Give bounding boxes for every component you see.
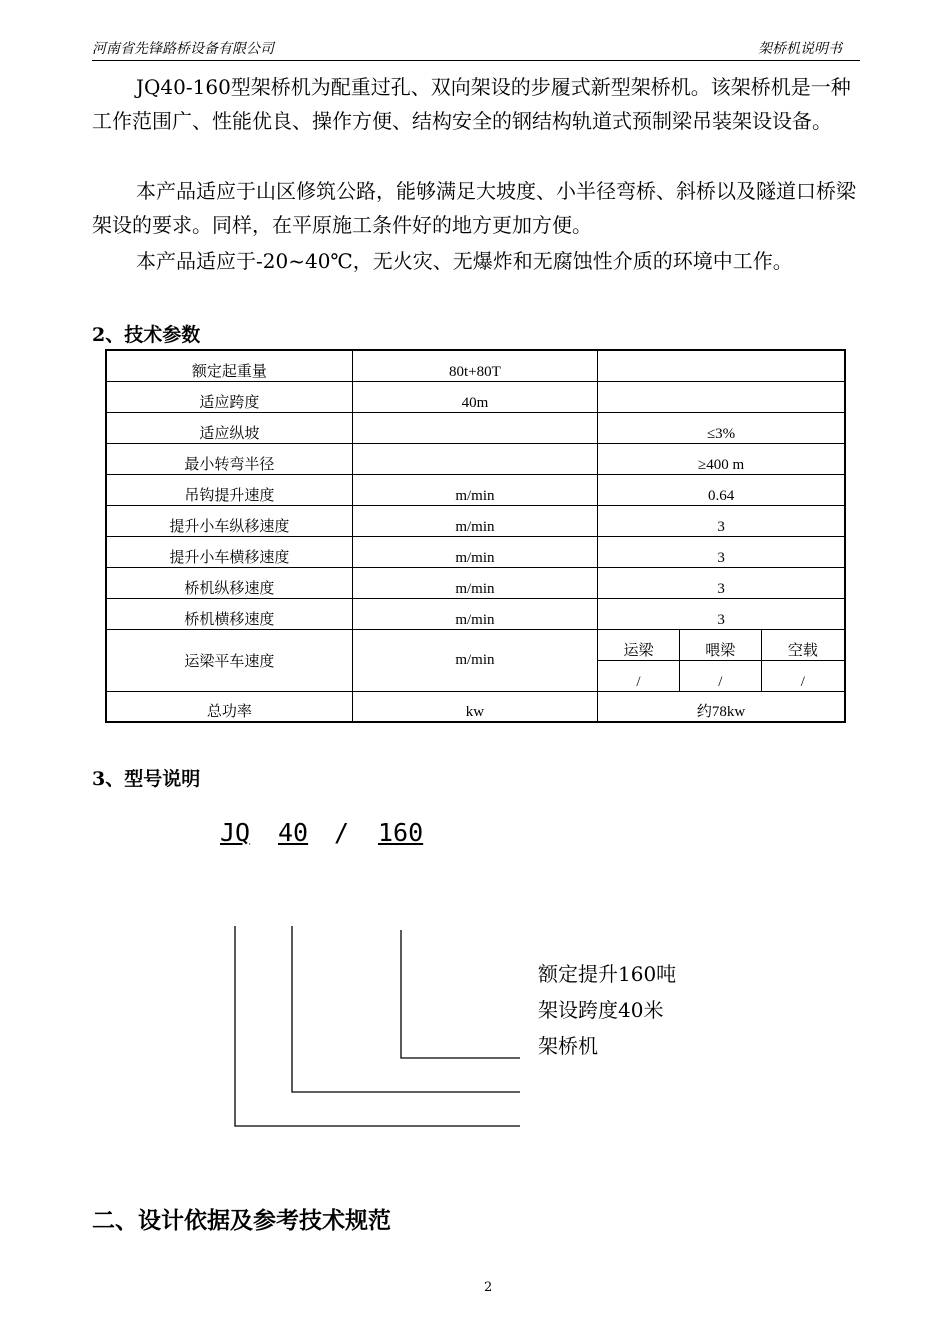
carriage-sub-header: 喂梁	[679, 629, 761, 660]
param-value-cell: 3	[598, 505, 845, 536]
param-value-cell: ≤3%	[598, 412, 845, 443]
table-row	[106, 505, 845, 536]
tech-params-table	[105, 349, 846, 723]
header-doc-title: 架桥机说明书	[758, 41, 842, 57]
model-label-span: 架设跨度40米	[538, 998, 664, 1022]
carriage-sub-value: /	[761, 660, 845, 691]
table-row	[106, 474, 845, 505]
param-value-cell: 约78kw	[598, 691, 845, 722]
table-row	[106, 691, 845, 722]
model-separator: /	[334, 818, 350, 847]
carriage-sub-header: 运梁	[598, 629, 680, 660]
param-unit-cell: 40m	[352, 381, 597, 412]
section-two-title: 二、设计依据及参考技术规范	[92, 1207, 391, 1234]
param-name-cell: 总功率	[106, 691, 352, 722]
param-unit-cell: m/min	[352, 567, 597, 598]
table-row	[106, 381, 845, 412]
param-unit-cell: m/min	[352, 474, 597, 505]
model-callout-diagram	[230, 920, 530, 1132]
model-span: 40	[278, 818, 309, 847]
param-unit-cell: m/min	[352, 505, 597, 536]
header-company: 河南省先锋路桥设备有限公司	[92, 41, 274, 57]
table-row	[106, 598, 845, 629]
table-row	[106, 412, 845, 443]
section-3-title: 3、型号说明	[92, 768, 201, 790]
table-row	[106, 567, 845, 598]
param-unit-cell: 80t+80T	[352, 350, 597, 381]
param-name-cell: 最小转弯半径	[106, 443, 352, 474]
param-value-cell: 3	[598, 536, 845, 567]
param-name-cell: 吊钩提升速度	[106, 474, 352, 505]
param-unit-cell	[352, 443, 597, 474]
param-unit-cell: m/min	[352, 598, 597, 629]
model-label-machine: 架桥机	[538, 1034, 598, 1058]
table-row	[106, 629, 845, 660]
param-unit-cell: m/min	[352, 536, 597, 567]
param-value-cell: 3	[598, 598, 845, 629]
intro-paragraph-2: 本产品适应于山区修筑公路，能够满足大坡度、小半径弯桥、斜桥以及隧道口桥梁架设的要求。同样，在平原施工条件好的地方更加方便。	[92, 179, 856, 237]
param-name-cell: 提升小车纵移速度	[106, 505, 352, 536]
param-name-cell: 桥机纵移速度	[106, 567, 352, 598]
param-name-cell: 适应跨度	[106, 381, 352, 412]
param-unit-cell: kw	[352, 691, 597, 722]
table-row	[106, 536, 845, 567]
model-code: JQ	[220, 818, 251, 847]
param-name-cell: 适应纵坡	[106, 412, 352, 443]
intro-paragraph-1: JQ40-160型架桥机为配重过孔、双向架设的步履式新型架桥机。该架桥机是一种工作范围广、性能优良、操作方便、结构安全的钢结构轨道式预制梁吊装架设设备。	[92, 75, 851, 133]
param-value-cell	[598, 381, 845, 412]
page-number: 2	[484, 1280, 493, 1295]
param-name-cell: 提升小车横移速度	[106, 536, 352, 567]
model-label-load: 额定提升160吨	[538, 962, 677, 986]
carriage-sub-value: /	[598, 660, 680, 691]
section-2-title: 2、技术参数	[92, 324, 201, 346]
param-unit-cell	[352, 412, 597, 443]
param-unit-cell: m/min	[352, 629, 597, 691]
param-name-cell: 额定起重量	[106, 350, 352, 381]
intro-paragraph-3: 本产品适应于-20~40℃，无火灾、无爆炸和无腐蚀性介质的环境中工作。	[136, 249, 793, 273]
table-row	[106, 443, 845, 474]
param-value-cell: ≥400 m	[598, 443, 845, 474]
param-value-cell: 3	[598, 567, 845, 598]
param-value-cell	[598, 350, 845, 381]
param-value-cell: 0.64	[598, 474, 845, 505]
param-name-cell: 运梁平车速度	[106, 629, 352, 691]
carriage-sub-header: 空载	[761, 629, 845, 660]
table-row	[106, 350, 845, 381]
model-load: 160	[378, 818, 424, 847]
param-name-cell: 桥机横移速度	[106, 598, 352, 629]
carriage-sub-value: /	[679, 660, 761, 691]
header-rule	[92, 60, 860, 61]
